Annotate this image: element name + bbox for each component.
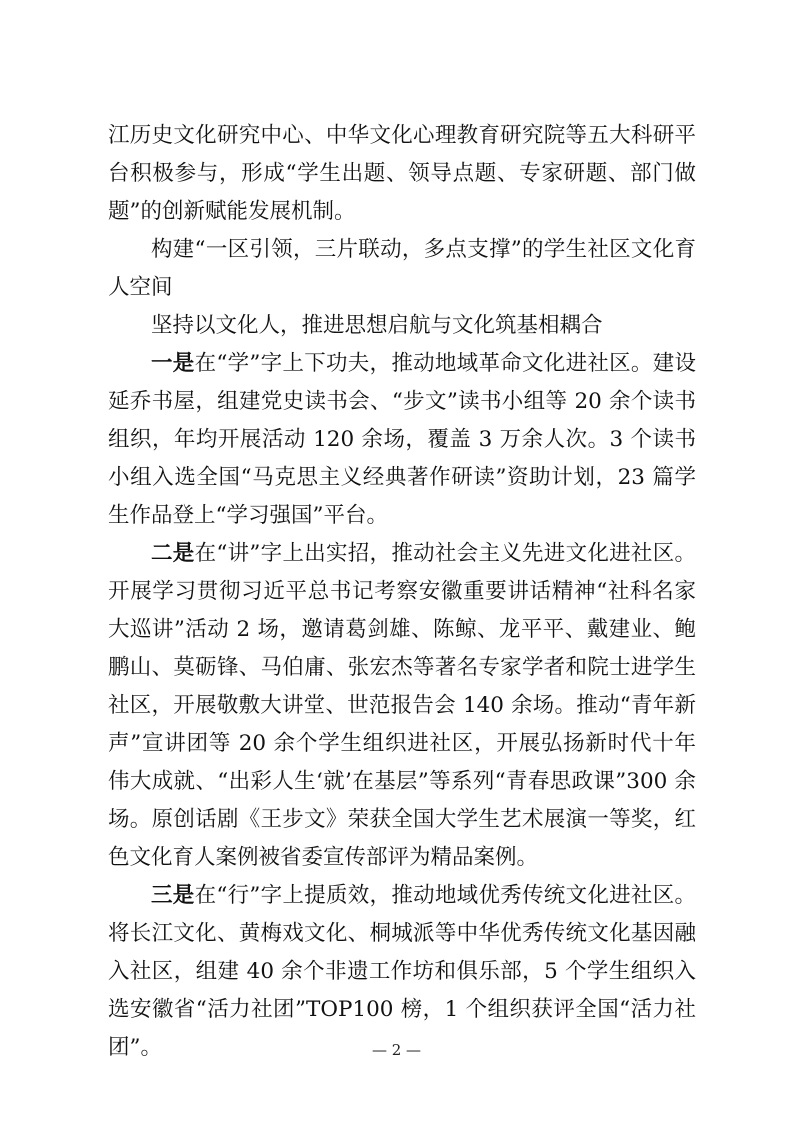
paragraph-study	[108, 345, 696, 535]
paragraph-text: 在“学”字上下功夫，推动地域革命文化进社区。建设延乔书屋，组建党史读书会、“步文”读书小组等 20 余个读书组织，年均开展活动 120 余场，覆盖 3 万余人次。3 个读书小组入选全国“马克思主义经典著作研读”资助计划，23 篇学生作品登上“学习强国”平台。	[108, 351, 696, 528]
page-number: — 2 —	[371, 1041, 422, 1059]
paragraph-continuation: 江历史文化研究中心、中华文化心理教育研究院等五大科研平台积极参与，形成“学生出题、领导点题、专家研题、部门做题”的创新赋能发展机制。	[108, 123, 696, 224]
paragraph-lecture	[108, 535, 696, 877]
paragraph-lead-label: 二是	[151, 541, 195, 566]
section-heading-community-space: 构建“一区引领，三片联动，多点支撑”的学生社区文化育人空间	[108, 237, 696, 300]
paragraph-lead-label: 三是	[151, 883, 195, 908]
document-body	[108, 117, 696, 1067]
paragraph-text: 在“讲”字上出实招，推动社会主义先进文化进社区。开展学习贯彻习近平总书记考察安徽重要讲话精神“社科名家大巡讲”活动 2 场，邀请葛剑雄、陈鲸、龙平平、戴建业、鲍鹏山、莫砺锋、马伯庸、张宏杰等著名专家学者和院士进学生社区，开展敬敷大讲堂、世范报告会 140 余场。推动“青年新声”宣讲团等 20 余个学生组织进社区，开展弘扬新时代十年伟大成就、“出彩人生‘就’在基层”等系列“青春思政课”300 余场。原创话剧《王步文》荣获全国大学生艺术展演一等奖，红色文化育人案例被省委宣传部评为精品案例。	[108, 541, 696, 870]
paragraph-practice	[108, 877, 696, 1067]
paragraph-lead-label: 一是	[151, 351, 195, 376]
section-heading-culture: 坚持以文化人，推进思想启航与文化筑基相耦合	[151, 313, 603, 338]
paragraph-text: 在“行”字上提质效，推动地域优秀传统文化进社区。将长江文化、黄梅戏文化、桐城派等中华优秀传统文化基因融入社区，组建 40 余个非遗工作坊和俱乐部，5 个学生组织入选安徽省“活力社团”TOP100 榜，1 个组织获评全国“活力社团”。	[108, 883, 696, 1060]
